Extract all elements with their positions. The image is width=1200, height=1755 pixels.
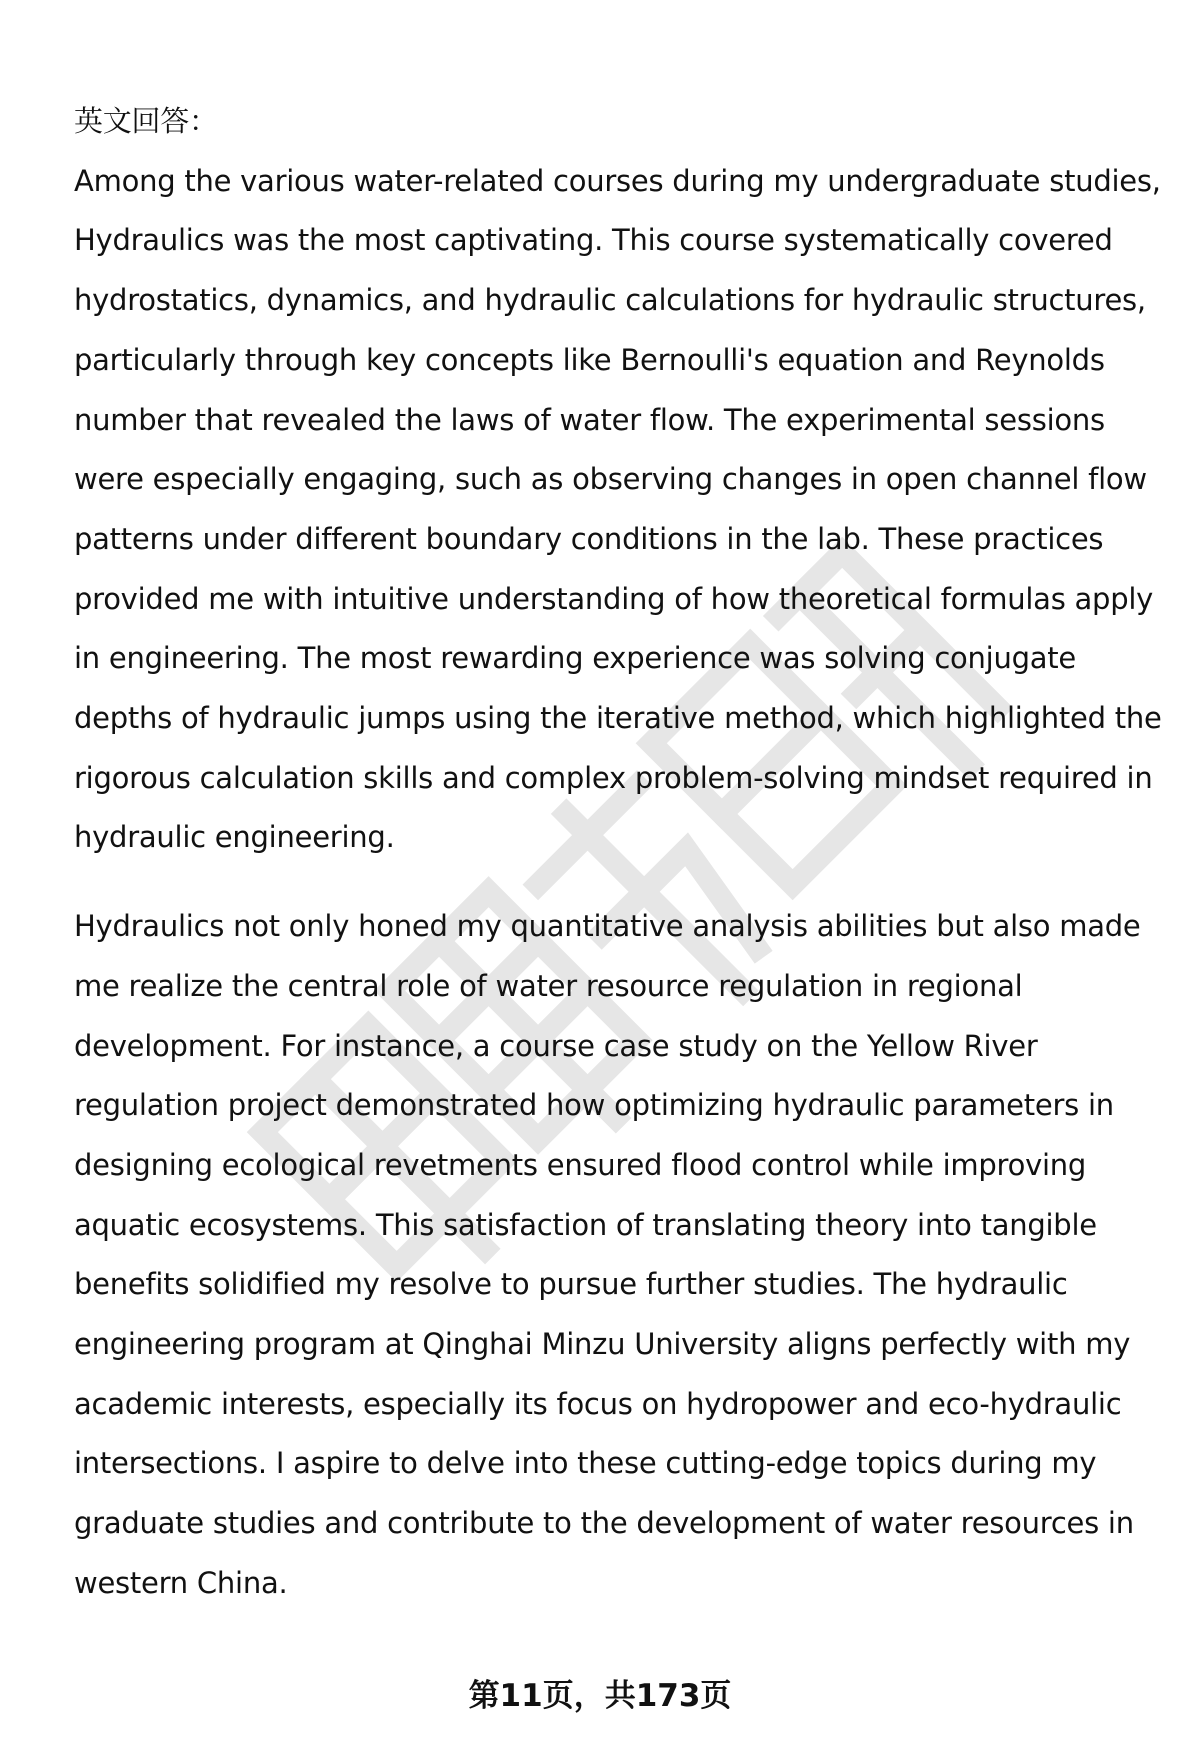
document-body — [74, 92, 1164, 1614]
paragraph-2: Hydraulics not only honed my quantitative analysis abilities but also made me realize the central role of water resource regulation in regional development. For instance, a course case study on the Yellow River regulation project demonstrated how optimizing hydraulic parameters in designing ecological revetments ensured flood control while improving aquatic ecosystems. This satisfaction of translating theory into tangible benefits solidified my resolve to pursue further studies. The hydraulic engineering program at Qinghai Minzu University aligns perfectly with my academic interests, especially its focus on hydropower and eco-hydraulic intersections. I aspire to delve into these cutting-edge topics during my graduate studies and contribute to the development of water resources in western China. — [74, 909, 1141, 1600]
section-heading: 英文回答： — [74, 104, 218, 138]
page-number: 第11页，共173页 — [468, 1678, 732, 1714]
paragraph-1: Among the various water-related courses during my undergraduate studies, Hydraulics was the most captivating. This course systematically covered hydrostatics, dynamics, and hydraulic calculations for hydraulic structures, particularly through key concepts like Bernoulli's equation and Reynolds number that revealed the laws of water flow. The experimental sessions were especially engaging, such as observing changes in open channel flow patterns under different boundary conditions in the lab. These practices provided me with intuitive understanding of how theoretical formulas apply in engineering. The most rewarding experience was solving conjugate depths of hydraulic jumps using the iterative method, which highlighted the rigorous calculation skills and complex problem-solving mindset required in hydraulic engineering. — [74, 163, 1162, 855]
